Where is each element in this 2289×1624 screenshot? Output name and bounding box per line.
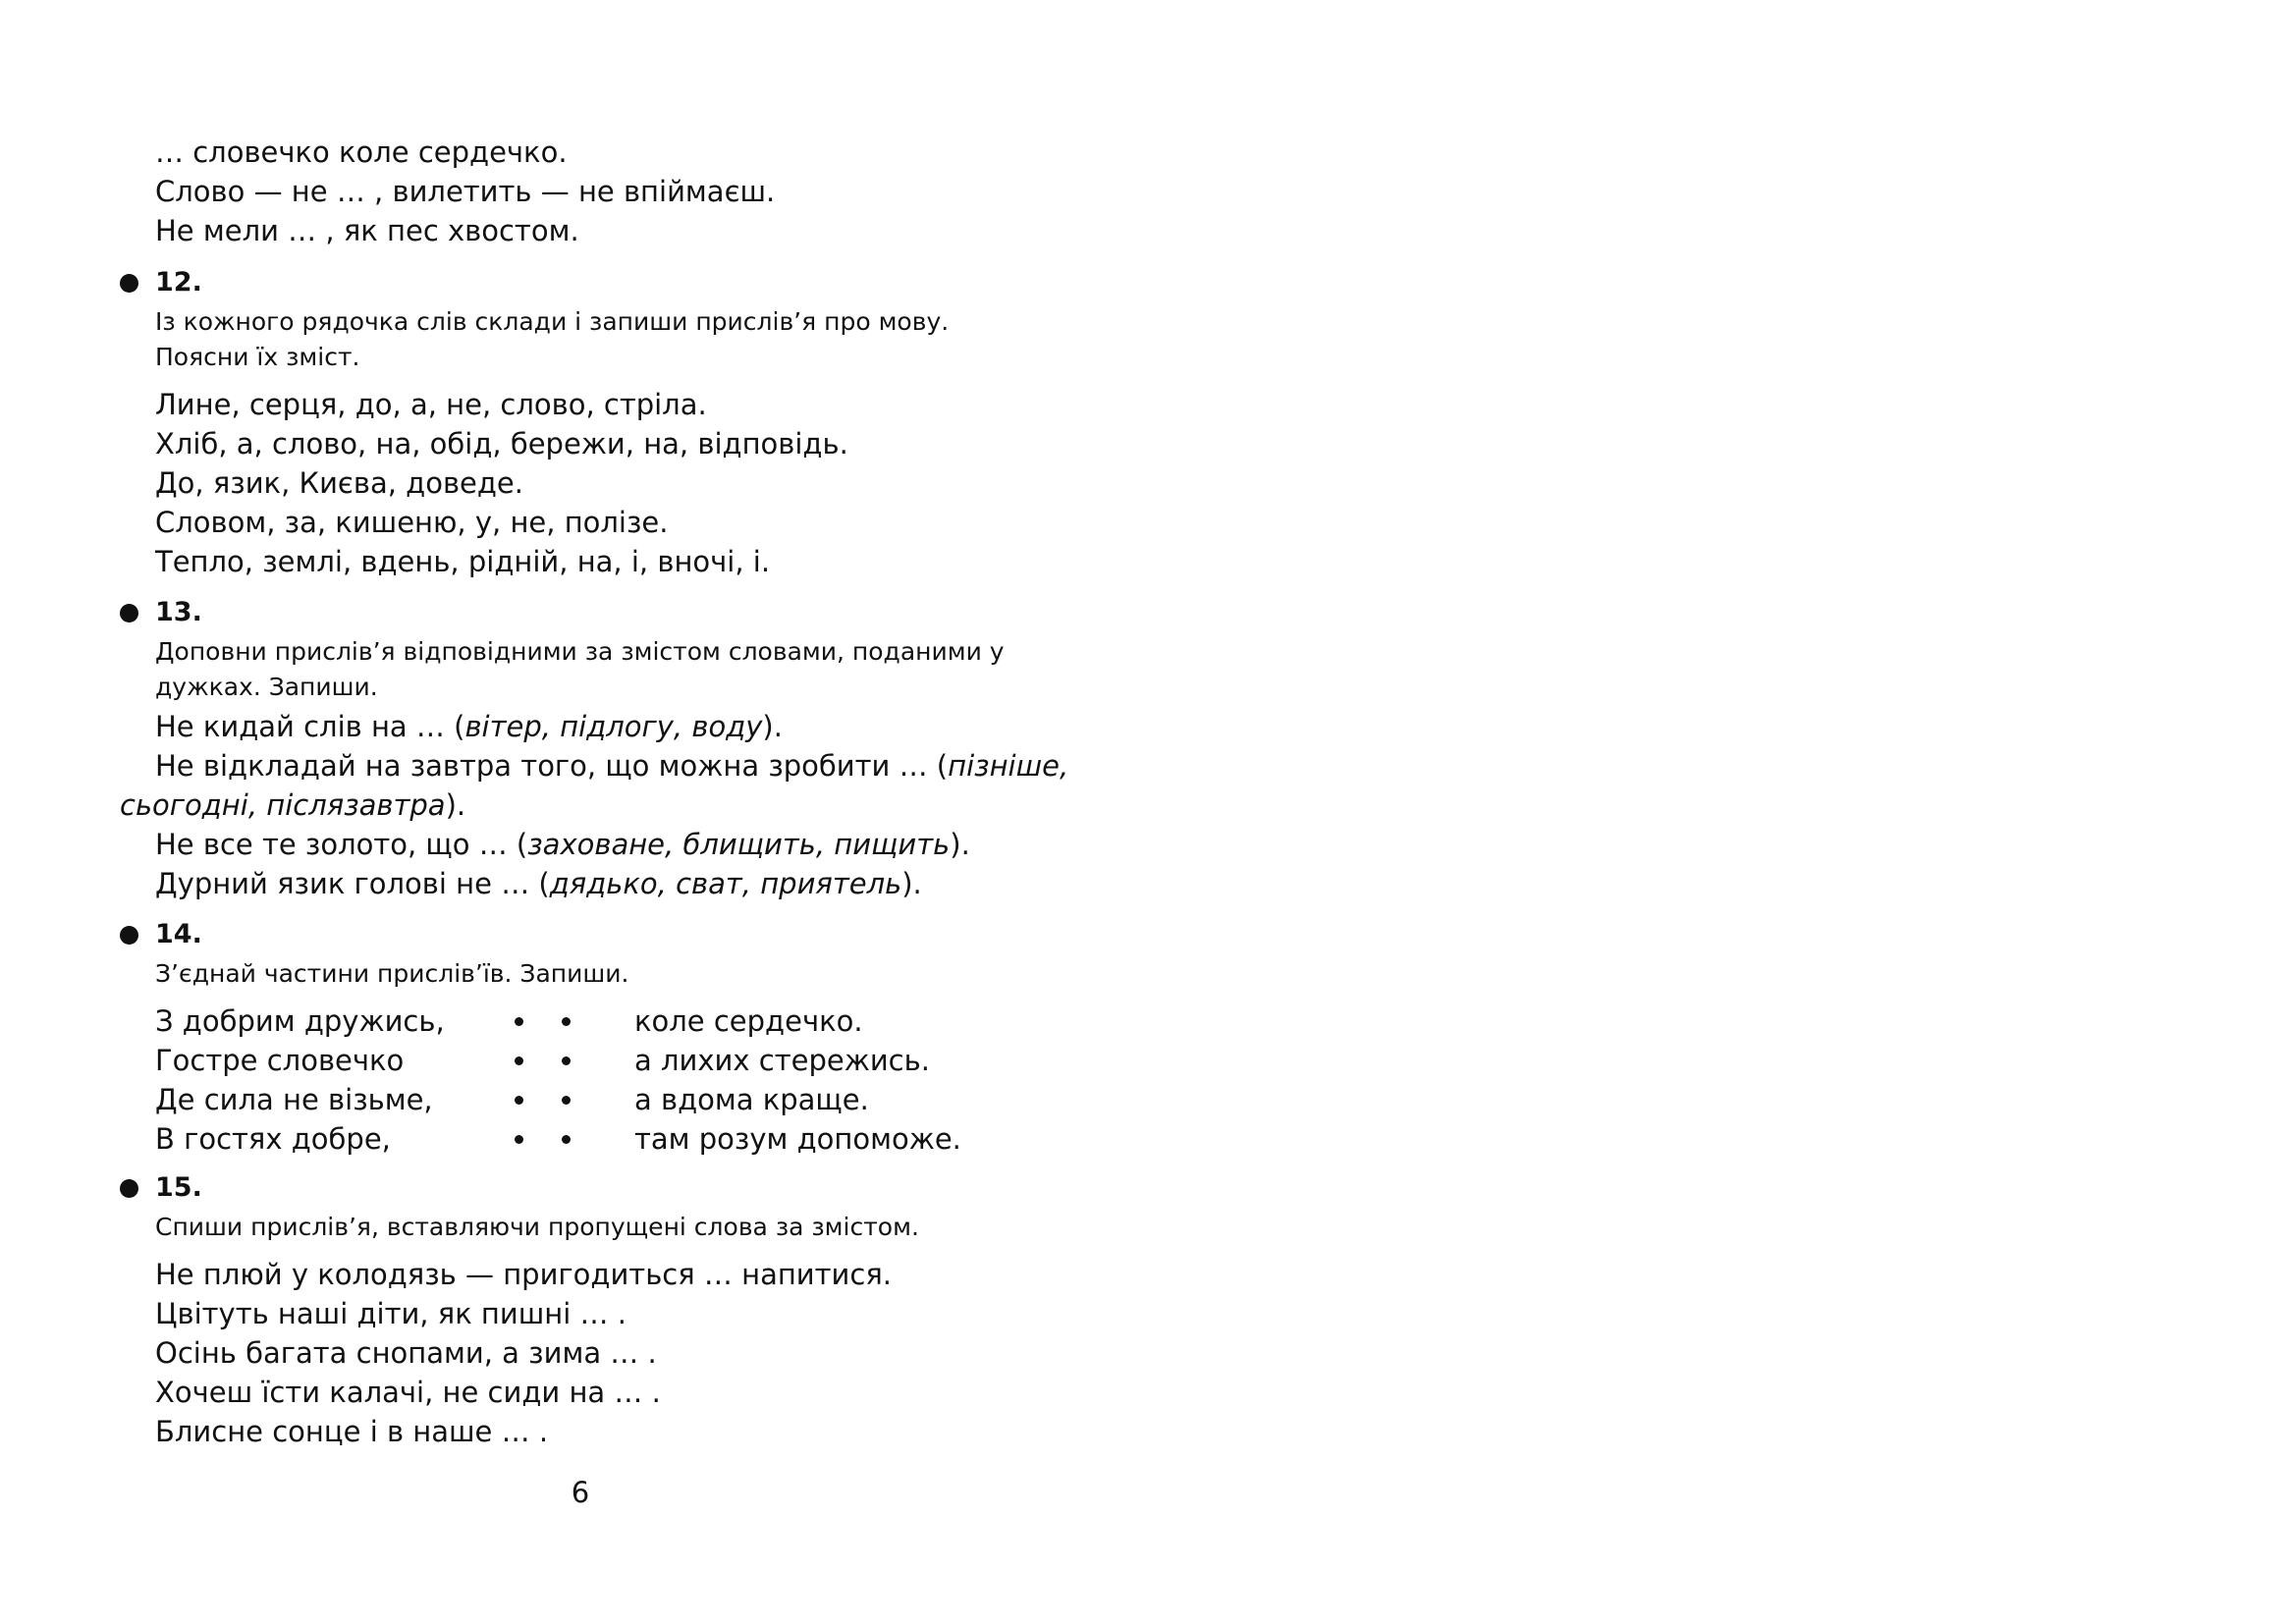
exercise-13-line-2-continued: [120, 785, 465, 825]
exercise-15-number: 15.: [155, 1172, 202, 1203]
match-dot-left-4[interactable]: [515, 1135, 523, 1144]
exercise-13-line-2-options-b: сьогодні, післязавтра: [120, 788, 446, 822]
exercise-12-line-1: Лине, серця, до, а, не, слово, стріла.: [155, 388, 707, 421]
exercise-13-line-1-options: вітер, підлогу, воду: [464, 710, 763, 743]
exercise-13-line-4-text: Дурний язик голові не … (: [155, 867, 550, 900]
exercise-13-line-1: [155, 707, 783, 746]
exercise-12-line-2: Хліб, а, слово, на, обід, бережи, на, відповідь.: [155, 427, 848, 460]
exercise-12-instruction-2: Поясни їх зміст.: [155, 343, 360, 371]
exercise-15-bullet: [120, 1179, 138, 1198]
match-dot-right-2[interactable]: [562, 1056, 571, 1065]
exercise-13-line-1-text: Не кидай слів на … (: [155, 710, 465, 743]
exercise-12-bullet: [120, 274, 138, 293]
exercise-15-line-5: Блисне сонце і в наше … .: [155, 1415, 549, 1448]
match-dot-left-1[interactable]: [515, 1017, 523, 1026]
exercise-12-instruction-1: Із кожного рядочка слів склади і запиши прислів’я про мову.: [155, 307, 950, 336]
intro-line-1: … словечко коле сердечко.: [155, 135, 568, 169]
exercise-13-line-3: [155, 825, 970, 864]
match-left-4: В гостях добре,: [155, 1122, 391, 1156]
match-right-3: а вдома краще.: [634, 1083, 869, 1116]
exercise-13-line-3-text: Не все те золото, що … (: [155, 828, 528, 861]
exercise-15-line-3: Осінь багата снопами, а зима … .: [155, 1336, 657, 1370]
exercise-14-bullet: [120, 926, 138, 945]
exercise-13-line-2-text: Не відкладай на завтра того, що можна зробити … (: [155, 749, 949, 783]
exercise-13-line-4-end: ).: [901, 867, 922, 900]
page-number: 6: [571, 1476, 590, 1509]
exercise-13-number: 13.: [155, 597, 202, 627]
exercise-12-line-3: До, язик, Києва, доведе.: [155, 466, 523, 500]
exercise-13-line-2-end: ).: [445, 788, 466, 822]
match-dot-right-1[interactable]: [562, 1017, 571, 1026]
exercise-12-line-4: Словом, за, кишеню, у, не, полізе.: [155, 506, 669, 539]
match-left-1: З добрим дружись,: [155, 1004, 445, 1038]
exercise-13-line-4: [155, 864, 922, 903]
exercise-15-line-2: Цвітуть наші діти, як пишні … .: [155, 1297, 627, 1330]
exercise-13-line-2: [155, 746, 1068, 785]
exercise-13-bullet: [120, 604, 138, 623]
exercise-15-line-4: Хочеш їсти калачі, не сиди на … .: [155, 1376, 661, 1409]
match-dot-right-3[interactable]: [562, 1096, 571, 1105]
match-dot-left-3[interactable]: [515, 1096, 523, 1105]
intro-line-2: Слово — не … , вилетить — не впіймаєш.: [155, 175, 776, 208]
exercise-15-instruction: Спиши прислів’я, вставляючи пропущені слова за змістом.: [155, 1213, 919, 1241]
exercise-13-instruction-1: Доповни прислів’я відповідними за змістом словами, поданими у: [155, 637, 1005, 666]
exercise-14-instruction: З’єднай частини прислів’їв. Запиши.: [155, 959, 629, 988]
exercise-13-line-1-end: ).: [762, 710, 783, 743]
match-dot-right-4[interactable]: [562, 1135, 571, 1144]
exercise-13-line-3-end: ).: [950, 828, 970, 861]
match-right-1: коле сердечко.: [634, 1004, 863, 1038]
exercise-13-line-2-options-a: пізніше,: [948, 749, 1069, 783]
exercise-15-line-1: Не плюй у колодязь — пригодиться … напитися.: [155, 1258, 892, 1291]
match-left-3: Де сила не візьме,: [155, 1083, 433, 1116]
match-right-2: а лихих стережись.: [634, 1044, 930, 1077]
exercise-12-number: 12.: [155, 267, 202, 298]
match-left-2: Гостре словечко: [155, 1044, 405, 1077]
intro-line-3: Не мели … , як пес хвостом.: [155, 214, 579, 247]
match-right-4: там розум допоможе.: [634, 1122, 961, 1156]
exercise-13-line-3-options: заховане, блищить, пищить: [527, 828, 951, 861]
match-dot-left-2[interactable]: [515, 1056, 523, 1065]
exercise-14-number: 14.: [155, 919, 202, 949]
exercise-13-instruction-2: дужках. Запиши.: [155, 673, 378, 701]
exercise-13-line-4-options: дядько, сват, приятель: [549, 867, 902, 900]
exercise-12-line-5: Тепло, землі, вдень, рідній, на, і, вночі, і.: [155, 545, 771, 578]
